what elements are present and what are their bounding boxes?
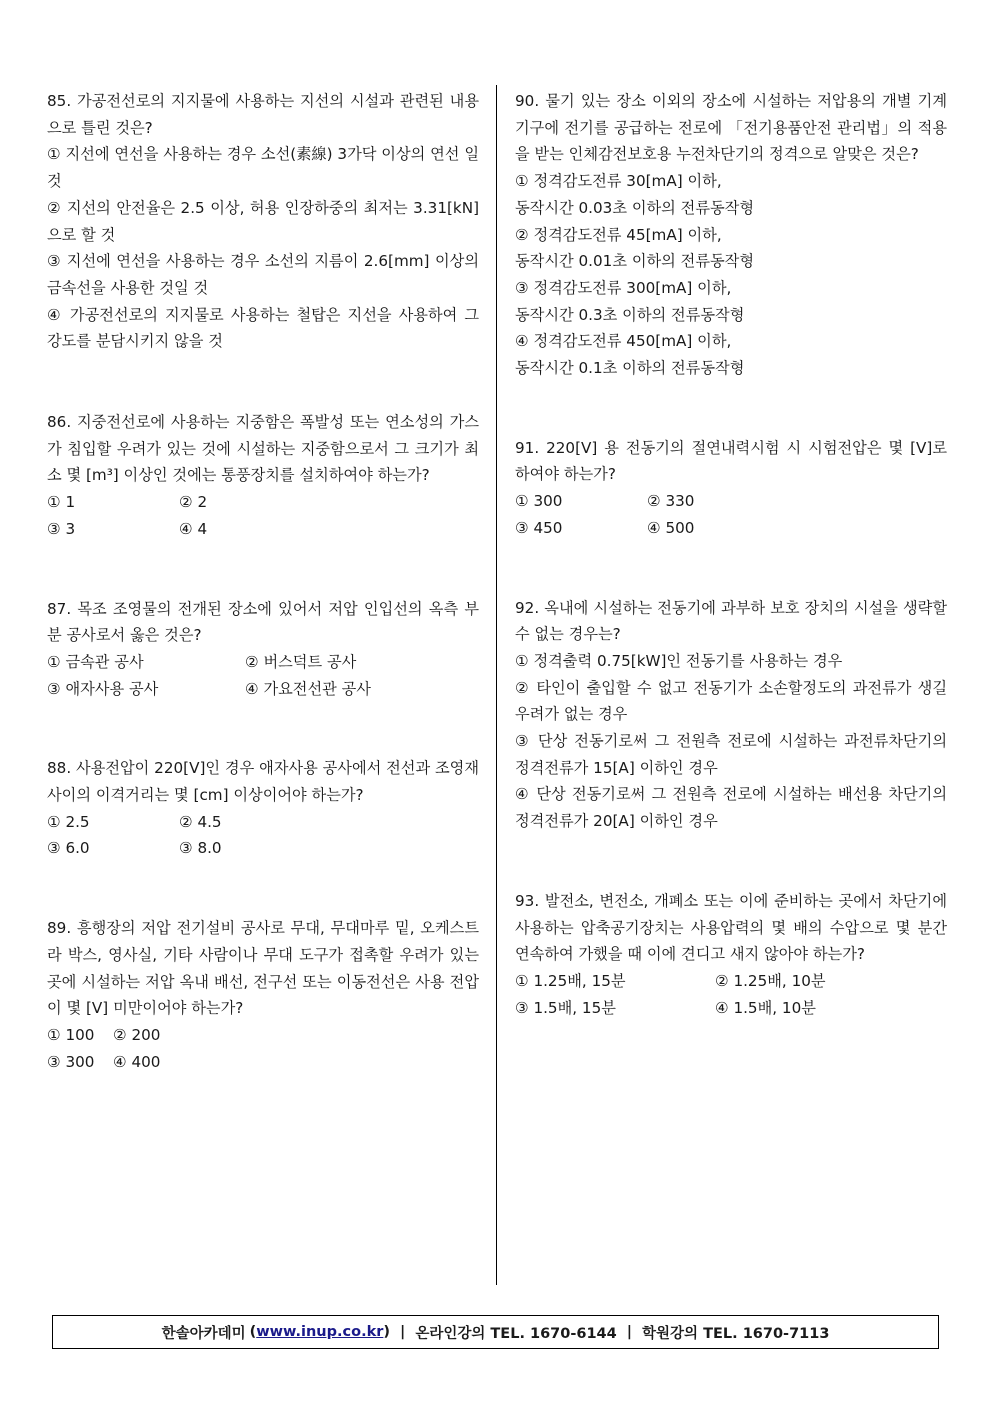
academy-url-link[interactable]: www.inup.co.kr <box>256 1324 384 1340</box>
option-2-cont: 동작시간 0.01초 이하의 전류동작형 <box>515 252 755 271</box>
option-4: ④ 정격감도전류 450[mA] 이하, <box>515 332 732 351</box>
option-3: ③ 정격감도전류 300[mA] 이하, <box>515 278 732 297</box>
question-93 <box>515 888 947 1022</box>
online-phone: 온라인강의 TEL. 1670-6144 <box>415 1325 617 1342</box>
question-text: 86. 지중전선로에 사용하는 지중함은 폭발성 또는 연소성의 가스가 침입할 우려가 있는 것에 시설하는 지중함으로서 그 크기가 최소 몇 [m³] 이상인 것에는 통풍장치를 설치하여야 하는가? <box>47 413 479 485</box>
option-2: ② 330 <box>647 492 695 511</box>
question-text: 92. 옥내에 시설하는 전동기에 과부하 보호 장치의 시설을 생략할 수 없는 경우는? <box>515 598 947 644</box>
column-divider <box>496 85 497 1285</box>
option-4: ④ 1.5배, 10분 <box>715 998 816 1017</box>
option-1-cont: 동작시간 0.03초 이하의 전류동작형 <box>515 198 755 217</box>
option-4: ④ 단상 전동기로써 그 전원측 전로에 시설하는 배선용 차단기의 정격전류가 20[A] 이하인 경우 <box>515 785 947 831</box>
option-2: ② 타인이 출입할 수 없고 전동기가 소손할정도의 과전류가 생길 우려가 없는 경우 <box>515 678 947 724</box>
question-87 <box>47 596 479 703</box>
option-3-cont: 동작시간 0.3초 이하의 전류동작형 <box>515 305 745 324</box>
footer-bar: 한솔아카데미 ( www.inup.co.kr ) | 온라인강의 TEL. 1670-6144 | 학원강의 TEL. 1670-7113 <box>52 1315 939 1349</box>
option-4: ④ 500 <box>647 518 695 537</box>
option-1: ① 300 <box>515 492 563 511</box>
question-92 <box>515 595 947 835</box>
option-3: ③ 지선에 연선을 사용하는 경우 소선의 지름이 2.6[mm] 이상의 금속선을 사용한 것일 것 <box>47 252 479 297</box>
option-1: ① 지선에 연선을 사용하는 경우 소선(素線) 3가닥 이상의 연선 일 것 <box>47 145 479 191</box>
offline-phone: 학원강의 TEL. 1670-7113 <box>642 1325 830 1342</box>
option-1: ① 정격출력 0.75[kW]인 전동기를 사용하는 경우 <box>515 651 843 670</box>
option-1: ① 1 <box>47 493 76 512</box>
option-4: ④ 4 <box>179 519 208 538</box>
option-4-cont: 동작시간 0.1초 이하의 전류동작형 <box>515 359 745 378</box>
separator: | <box>626 1324 633 1340</box>
question-85 <box>47 88 479 355</box>
option-2: ② 200 <box>113 1025 161 1044</box>
option-4: ④ 가공전선로의 지지물로 사용하는 철탑은 지선을 사용하여 그 강도를 분담시키지 않을 것 <box>47 305 479 351</box>
option-3: ③ 300 <box>47 1052 95 1071</box>
question-text: 93. 발전소, 변전소, 개폐소 또는 이에 준비하는 곳에서 차단기에 사용하는 압축공기장치는 사용압력의 몇 배의 수압으로 몇 분간 연속하여 가했을 때 이에 견디고 새지 않아야 하는가? <box>515 891 947 964</box>
option-2: ② 4.5 <box>179 812 222 831</box>
question-text: 88. 사용전압이 220[V]인 경우 애자사용 공사에서 전선과 조영재 사이의 이격거리는 몇 [cm] 이상이어야 하는가? <box>47 759 479 805</box>
question-text: 90. 물기 있는 장소 이외의 장소에 시설하는 저압용의 개별 기계기구에 전기를 공급하는 전로에 「전기용품안전 관리법」의 적용을 받는 인체감전보호용 누전차단기의 정격으로 알맞은 것은? <box>515 92 947 164</box>
option-1: ① 100 <box>47 1025 95 1044</box>
question-text: 87. 목조 조영물의 전개된 장소에 있어서 저압 인입선의 옥측 부분 공사로서 옳은 것은? <box>47 599 479 645</box>
option-3: ③ 450 <box>515 518 563 537</box>
option-1: ① 2.5 <box>47 812 90 831</box>
option-1: ① 1.25배, 15분 <box>515 971 626 990</box>
question-86 <box>47 409 479 543</box>
right-column <box>515 88 947 1021</box>
option-2: ② 2 <box>179 493 208 512</box>
option-3: ③ 단상 전동기로써 그 전원측 전로에 시설하는 과전류차단기의 정격전류가 15[A] 이하인 경우 <box>515 732 947 777</box>
question-text: 85. 가공전선로의 지지물에 사용하는 지선의 시설과 관련된 내용으로 틀린 것은? <box>47 92 479 137</box>
option-3: ③ 6.0 <box>47 839 90 858</box>
option-2: ② 정격감도전류 45[mA] 이하, <box>515 225 722 244</box>
option-2: ② 버스덕트 공사 <box>245 652 357 671</box>
question-90 <box>515 88 947 382</box>
option-1: ① 금속관 공사 <box>47 652 144 671</box>
separator: | <box>400 1324 406 1340</box>
option-4: ④ 400 <box>113 1052 161 1071</box>
left-column <box>47 88 479 1075</box>
option-1: ① 정격감도전류 30[mA] 이하, <box>515 172 722 191</box>
option-3: ③ 애자사용 공사 <box>47 679 159 698</box>
question-88 <box>47 755 479 862</box>
option-4: ④ 가요전선관 공사 <box>245 679 371 698</box>
option-3: ③ 3 <box>47 519 76 538</box>
academy-name: 한솔아카데미 <box>161 1325 246 1342</box>
option-3: ③ 1.5배, 15분 <box>515 998 616 1017</box>
option-2: ② 지선의 안전율은 2.5 이상, 허용 인장하중의 최저는 3.31[kN]으로 할 것 <box>47 198 479 244</box>
question-text: 91. 220[V] 용 전동기의 절연내력시험 시 시험전압은 몇 [V]로 하여야 하는가? <box>515 438 947 484</box>
question-text: 89. 흥행장의 저압 전기설비 공사로 무대, 무대마루 밑, 오케스트라 박스, 영사실, 기타 사람이나 무대 도구가 접촉할 우려가 있는 곳에 시설하는 저압 옥내 배선, 전구선 또는 이동전선은 사용 전압이 몇 [V] 미만이어야 하는가? <box>47 919 479 1018</box>
question-89 <box>47 915 479 1075</box>
question-91 <box>515 435 947 542</box>
option-4: ③ 8.0 <box>179 839 222 858</box>
option-2: ② 1.25배, 10분 <box>715 971 826 990</box>
